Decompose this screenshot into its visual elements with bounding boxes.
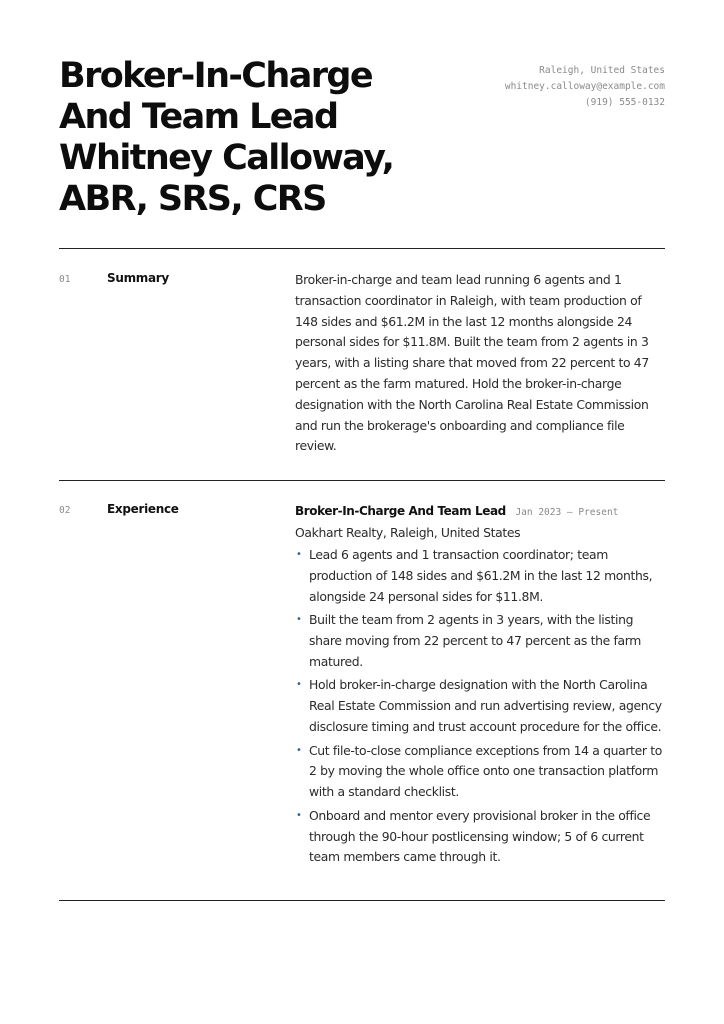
bullet-text: Hold broker-in-charge designation with the North Carolina Real Estate Commission and run advertising review, agency disclosure timing and trust account procedure for the office. <box>309 677 662 734</box>
list-item <box>295 610 665 672</box>
job-header <box>295 501 665 523</box>
section-title: Experience <box>107 502 179 516</box>
bullet-text: Built the team from 2 agents in 3 years, with the listing share moving from 22 percent to 47 percent as the farm matured. <box>309 612 641 669</box>
summary-text: Broker-in-charge and team lead running 6 agents and 1 transaction coordinator in Raleigh, with team production of 148 sides and $61.2M in the last 12 months alongside 24 personal sides for $11.8M. Built the team from 2 agents in 3 years, with a listing share that moved from 22 percent to 47 percent as the farm matured. Hold the broker-in-charge designation with the North Carolina Real Estate Commission and run the brokerage's onboarding and compliance file review. <box>295 272 649 454</box>
section-number: 01 <box>59 274 71 285</box>
bullet-text: Onboard and mentor every provisional broker in the office through the 90-hour postlicensing window; 5 of 6 current team members came through it. <box>309 807 651 865</box>
list-item <box>295 675 665 737</box>
list-item <box>295 741 665 803</box>
section-number: 02 <box>59 505 71 516</box>
contact-email[interactable]: whitney.calloway@example.com <box>504 81 665 92</box>
name-line-2: And Team Lead <box>59 97 338 137</box>
job-title: Broker-In-Charge And Team Lead <box>295 504 506 518</box>
bullet-icon: • <box>296 679 302 691</box>
bullet-text: Cut file-to-close compliance exceptions from 14 a quarter to 2 by moving the whole office onto one transaction platform with a standard checklist. <box>309 742 662 800</box>
resume-header <box>59 0 665 249</box>
name-and-title <box>59 56 479 220</box>
job-bullets <box>295 545 665 868</box>
list-item <box>295 545 665 607</box>
divider <box>59 248 665 249</box>
bullet-text: Lead 6 agents and 1 transaction coordinator; team production of 148 sides and $61.2M in the last 12 months, alongside 24 personal sides for $11.8M. <box>309 547 653 604</box>
bullet-icon: • <box>296 809 302 821</box>
name-line-3: Whitney Calloway, <box>59 138 394 178</box>
name-line-1: Broker-In-Charge <box>59 56 372 96</box>
bullet-icon: • <box>296 744 302 756</box>
contact-location: Raleigh, United States <box>539 65 665 76</box>
contact-phone[interactable]: (919) 555-0132 <box>584 97 665 108</box>
resume-page <box>59 0 665 1024</box>
section-title: Summary <box>107 271 169 285</box>
name-line-4: ABR, SRS, CRS <box>59 179 326 219</box>
bullet-icon: • <box>296 614 302 626</box>
bullet-icon: • <box>296 549 302 560</box>
job-company: Oakhart Realty, Raleigh, United States <box>295 525 521 540</box>
contact-info <box>505 63 665 111</box>
divider <box>59 900 665 901</box>
list-item <box>295 806 665 868</box>
divider <box>59 480 665 481</box>
job-dates: Jan 2023 – Present <box>515 507 619 518</box>
experience-entry <box>295 501 665 871</box>
